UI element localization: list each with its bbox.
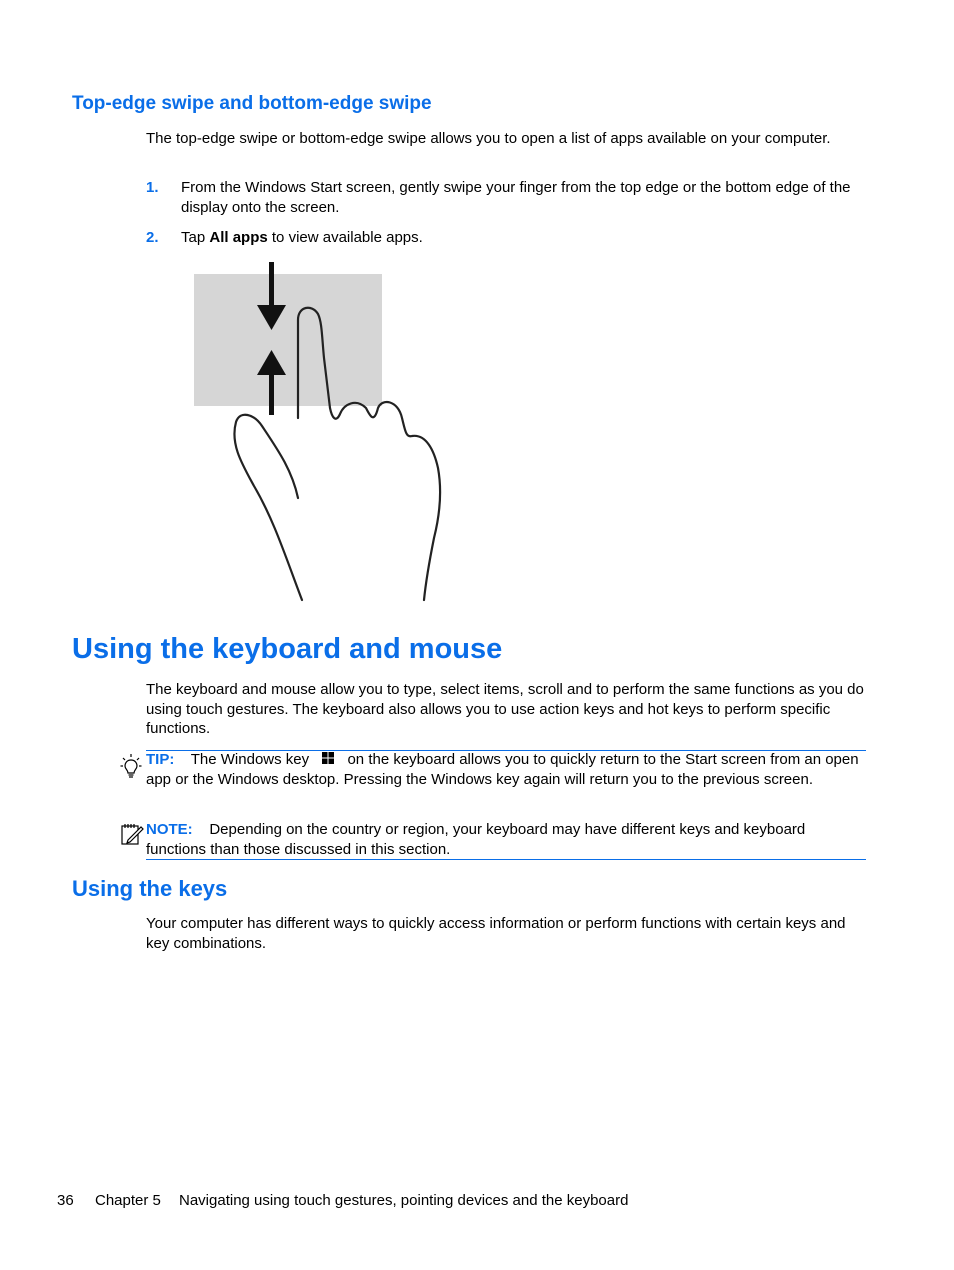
note-bottom-rule [146, 859, 866, 860]
footer-chapter: Chapter 5 [95, 1192, 161, 1209]
keys-intro: Your computer has different ways to quickly access information or perform functions with certain keys and key combinations. [146, 915, 846, 952]
swipe-gesture-illustration [190, 258, 450, 603]
section-heading-keys: Using the keys [72, 876, 228, 901]
tip-text-after: on the keyboard allows you to quickly return to the Start screen from an open app or the Windows desktop. Pressing the Windows key again will return you to the previous screen. [146, 751, 859, 788]
all-apps-label: All apps [209, 229, 268, 246]
step-text-1: From the Windows Start screen, gently swipe your finger from the top edge or the bottom edge of the display onto the screen. [181, 179, 851, 216]
swipe-intro: The top-edge swipe or bottom-edge swipe allows you to open a list of apps available on your computer. [146, 130, 831, 147]
footer-chapter-title: Navigating using touch gestures, pointing devices and the keyboard [179, 1192, 629, 1209]
tip-label: TIP: [146, 751, 175, 768]
step-text-2 [181, 228, 871, 248]
thumb-outline [234, 415, 302, 600]
keyboard-mouse-intro: The keyboard and mouse allow you to type, select items, scroll and to perform the same functions as you do using touch gestures. The keyboard also allows you to use action keys and hot keys to perform specific functions. [146, 681, 864, 738]
lightbulb-icon [120, 753, 142, 779]
tip-text-before: The Windows key [190, 751, 310, 768]
step-number-2: 2. [146, 229, 159, 246]
step-text-2-after: to view available apps. [267, 229, 423, 246]
page-number: 36 [57, 1192, 74, 1209]
screen-area [194, 274, 382, 406]
step-number-1: 1. [146, 179, 159, 196]
note-label: NOTE: [146, 821, 193, 838]
note-text: Depending on the country or region, your keyboard may have different keys and keyboard functions than those discussed in this section. [146, 821, 806, 858]
step-text-2-before: Tap [181, 229, 210, 246]
section-heading-keyboard-mouse: Using the keyboard and mouse [72, 633, 503, 665]
windows-key-icon [321, 751, 335, 765]
note-block [146, 820, 866, 859]
tip-block [146, 750, 866, 789]
note-icon [120, 822, 144, 846]
section-heading-swipe: Top-edge swipe and bottom-edge swipe [72, 93, 432, 114]
